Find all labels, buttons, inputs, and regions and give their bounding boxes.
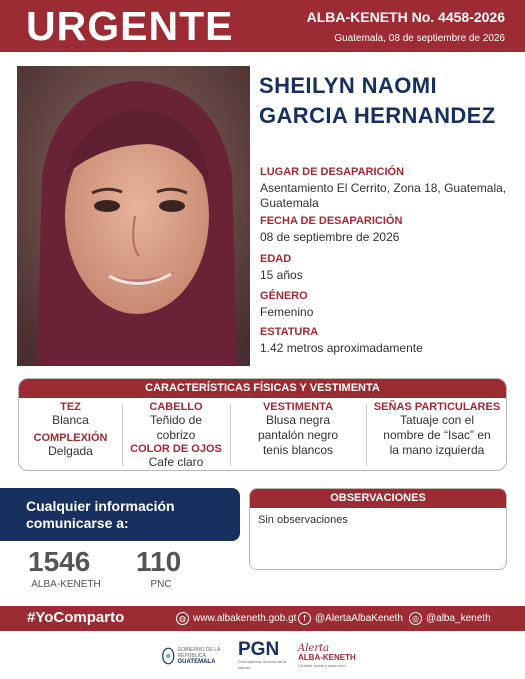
hashtag: #YoComparto <box>27 609 125 626</box>
pnc-number-label: PNC <box>150 579 172 590</box>
website-link[interactable] <box>176 612 296 625</box>
header-banner <box>0 0 525 52</box>
tez-value: Blanca <box>52 413 89 427</box>
senas-value-2: nombre de “Isac” en <box>383 428 491 442</box>
alba-keneth-number: 1546 <box>28 546 91 577</box>
complexion-value: Delgada <box>48 444 93 458</box>
cabello-label: CABELLO <box>149 401 203 413</box>
name-line-1: SHEILYN NAOMI <box>259 73 437 98</box>
tez-label: TEZ <box>60 401 81 413</box>
vestimenta-value-1: Blusa negra <box>265 413 331 427</box>
fecha-value: 08 de septiembre de 2026 <box>260 230 400 244</box>
field-estatura <box>260 326 522 356</box>
alba-text: ALBA-KENETH <box>298 652 356 662</box>
footer-bar <box>0 606 525 631</box>
coat-of-arms-icon <box>162 645 175 667</box>
edad-label: EDAD <box>260 253 292 265</box>
cabello-value-2: cobrizo <box>156 428 196 442</box>
complexion-label: COMPLEXIÓN <box>33 432 108 444</box>
urgent-title: URGENTE <box>26 3 234 49</box>
facebook-text: @AlertaAlbaKeneth <box>315 613 403 624</box>
alba-subtext: ¡Unidos, todos y cada uno! <box>298 662 346 668</box>
lugar-label: LUGAR DE DESAPARICIÓN <box>260 166 405 178</box>
observations-value: Sin observaciones <box>258 514 348 526</box>
characteristics-title: CARACTERÍSTICAS FÍSICAS Y VESTIMENTA <box>19 379 506 398</box>
characteristics-panel <box>18 378 507 471</box>
genero-label: GÉNERO <box>260 290 308 302</box>
contact-line-1: Cualquier información <box>26 498 175 514</box>
tez-column <box>19 401 122 459</box>
vestimenta-value-3: tenis blancos <box>262 443 334 457</box>
vestimenta-label: VESTIMENTA <box>262 401 334 413</box>
contact-banner <box>0 488 240 541</box>
case-code: ALBA-KENETH No. 4458-2026 <box>306 9 505 25</box>
pgn-subtext: Procuraduría General de la Nación <box>238 659 287 670</box>
pnc-number: 110 <box>136 546 182 577</box>
portrait-image <box>17 66 250 366</box>
senas-value-3: la mano izquierda <box>389 443 485 457</box>
fecha-label: FECHA DE DESAPARICIÓN <box>260 215 403 227</box>
instagram-link[interactable] <box>409 612 491 625</box>
website-text: www.albakeneth.gob.gt <box>193 613 297 624</box>
cabello-value-1: Teñido de <box>149 413 203 427</box>
missing-person-photo <box>17 66 250 366</box>
observations-title: OBSERVACIONES <box>250 489 506 508</box>
facebook-link[interactable] <box>298 612 403 625</box>
person-name <box>259 71 519 131</box>
place-date: Guatemala, 08 de septiembre de 2026 <box>334 33 505 44</box>
vestimenta-value-2: pantalón negro <box>257 428 339 442</box>
pgn-text: PGN <box>238 639 280 660</box>
globe-icon: ◍ <box>176 612 189 625</box>
observations-panel <box>249 488 507 570</box>
field-genero <box>260 290 522 320</box>
edad-value: 15 años <box>260 268 303 282</box>
gov-line-2: GUATEMALA <box>177 659 216 665</box>
instagram-text: @alba_keneth <box>426 613 491 624</box>
alerta-text: Alerta <box>298 642 330 654</box>
genero-value: Femenino <box>260 305 314 319</box>
senas-label: SEÑAS PARTICULARES <box>373 401 501 413</box>
logos-row <box>0 640 525 672</box>
contact-line-2: comunicarse a: <box>26 515 129 531</box>
pgn-logo <box>238 640 290 672</box>
senas-column <box>367 401 507 458</box>
name-line-2: GARCIA HERNANDEZ <box>259 103 496 128</box>
gov-line-1: GOBIERNO DE LA REPÚBLICA <box>177 647 221 659</box>
lugar-value: Asentamiento El Cerrito, Zona 18, Guatemala, Guatemala <box>260 181 507 210</box>
cabello-column <box>123 401 229 470</box>
vestimenta-column <box>231 401 365 458</box>
government-logo <box>162 640 234 672</box>
field-edad <box>260 253 522 283</box>
senas-value-1: Tatuaje con el <box>399 413 475 427</box>
alba-keneth-number-label: ALBA-KENETH <box>31 579 101 590</box>
field-fecha <box>260 215 522 245</box>
field-lugar <box>260 166 522 211</box>
estatura-label: ESTATURA <box>260 326 319 338</box>
alba-keneth-logo <box>298 640 356 672</box>
ojos-label: COLOR DE OJOS <box>130 443 222 455</box>
ojos-value: Cafe claro <box>148 455 204 469</box>
estatura-value: 1.42 metros aproximadamente <box>260 341 423 355</box>
instagram-icon: ◎ <box>409 612 422 625</box>
facebook-icon: f <box>298 612 311 625</box>
